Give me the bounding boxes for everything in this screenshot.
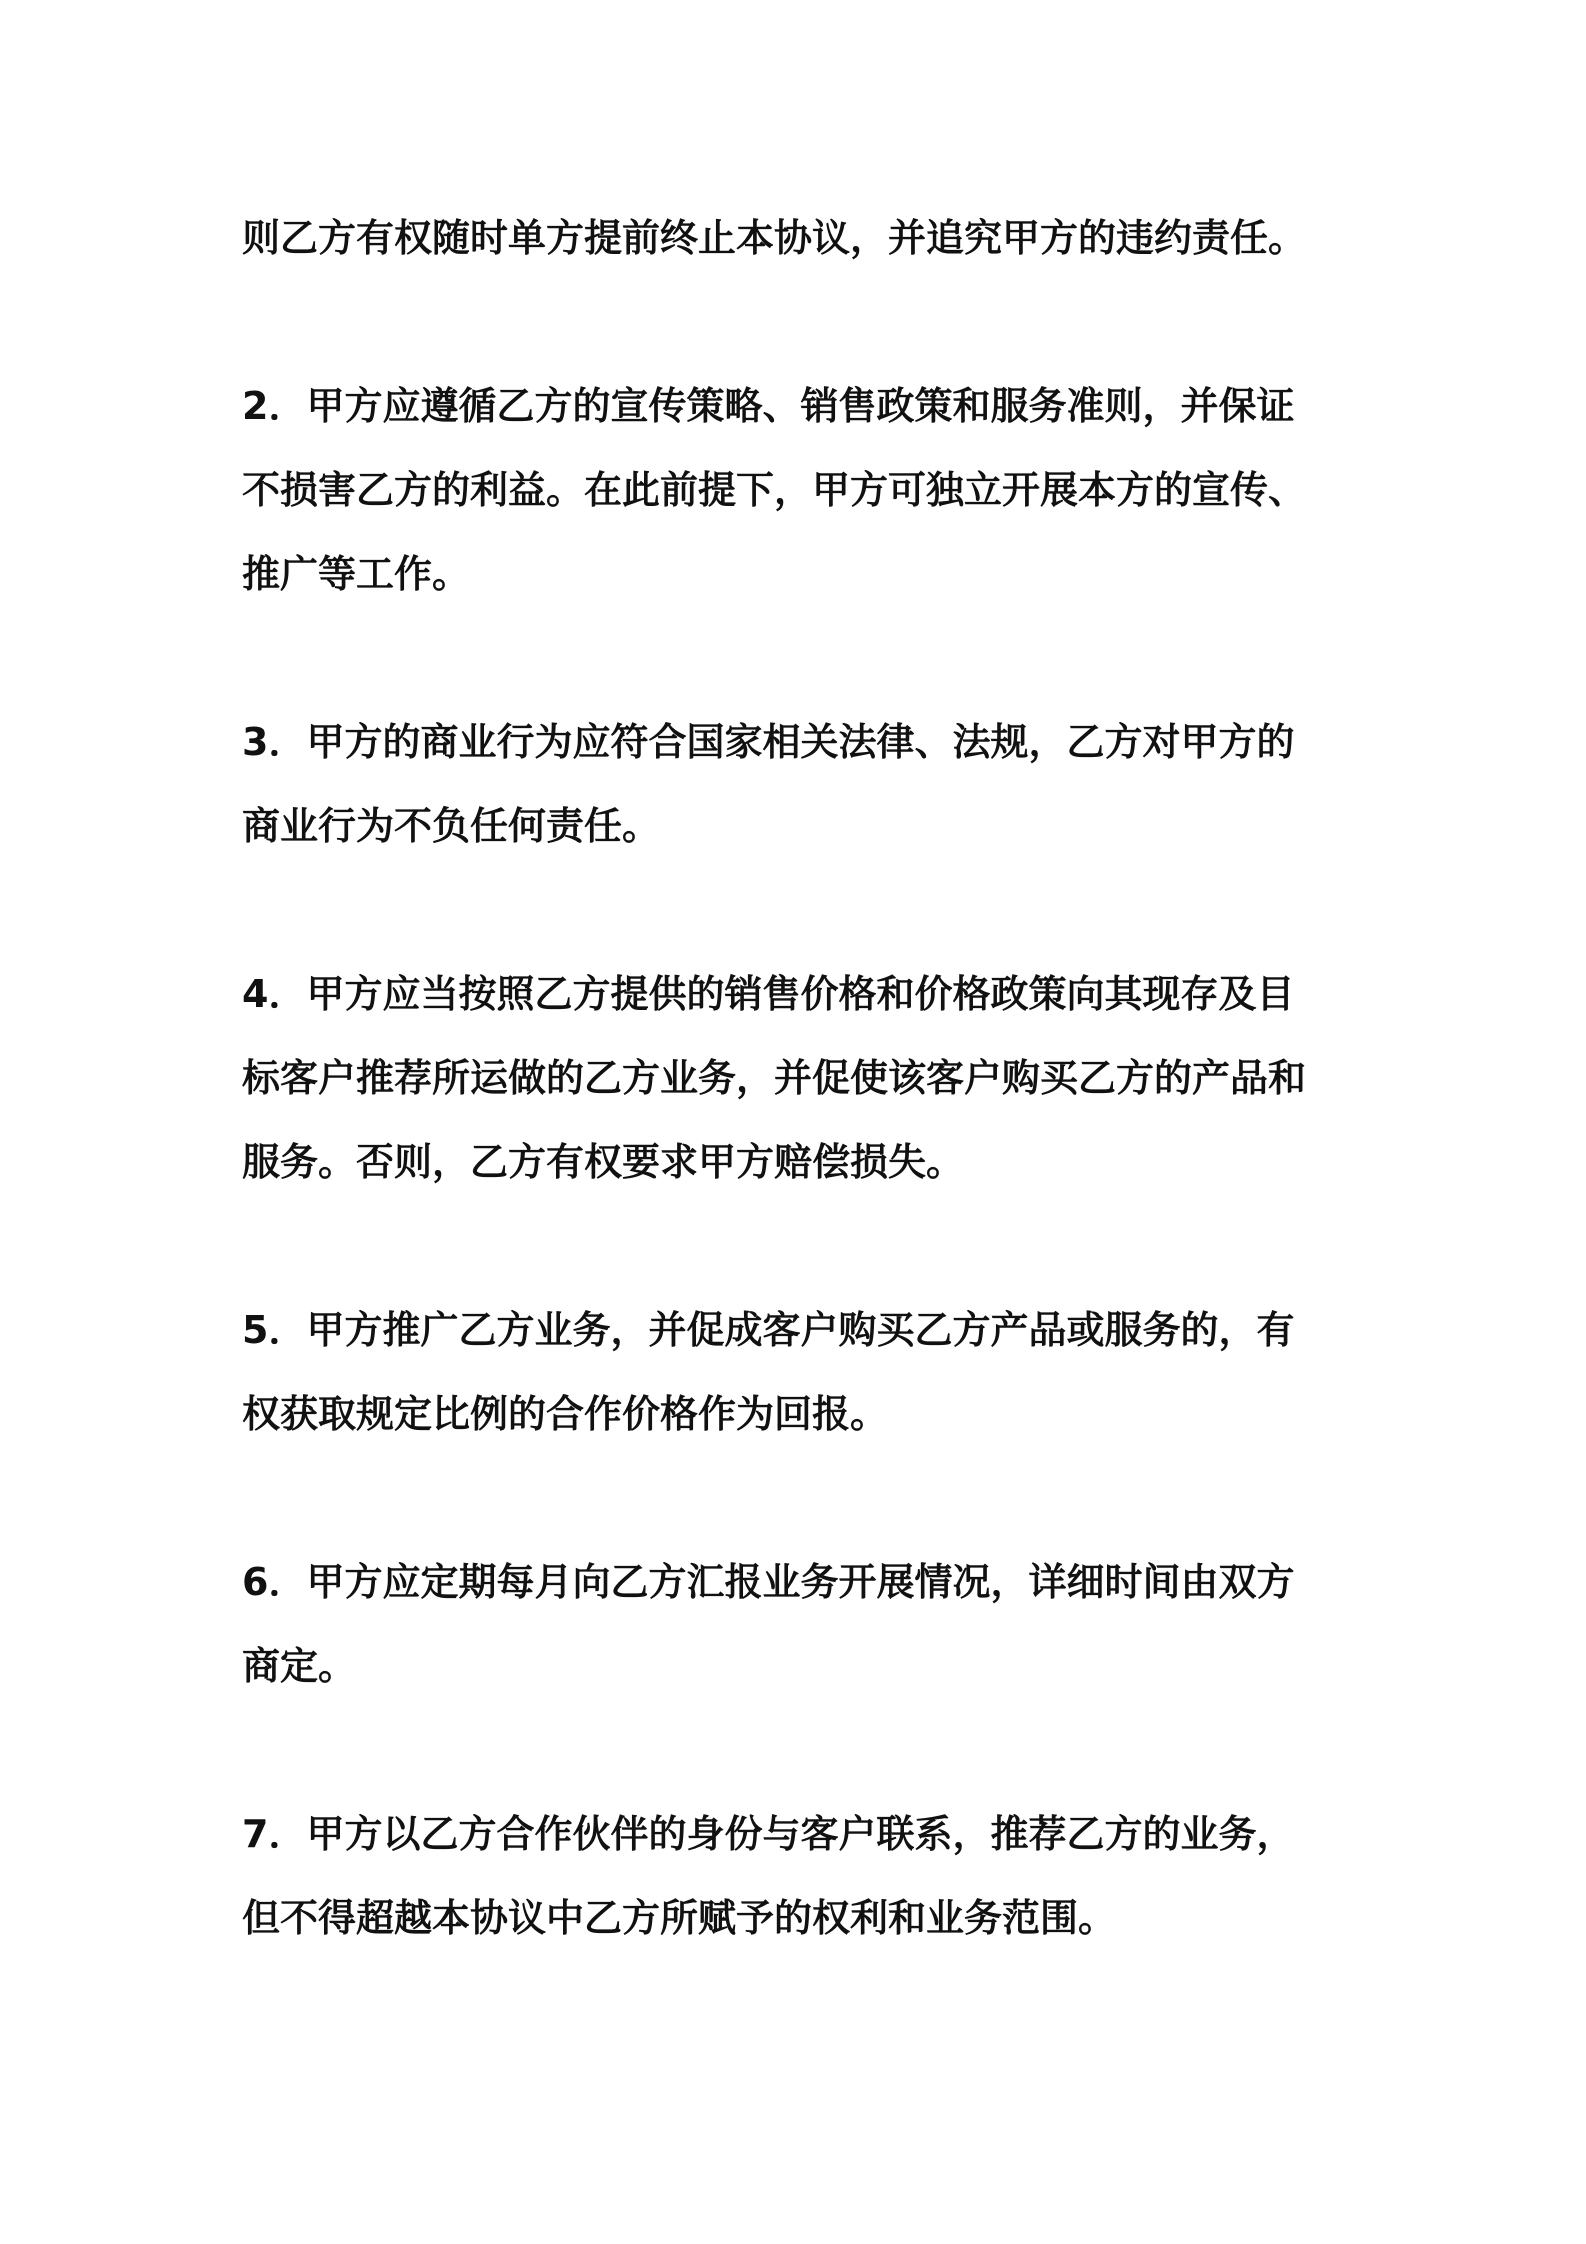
- paragraph-clause-3: [242, 700, 1362, 868]
- text-line: 4．甲方应当按照乙方提供的销售价格和价格政策向其现存及目: [242, 972, 1295, 1016]
- paragraph-continuation: [242, 196, 1362, 280]
- paragraph-clause-7: [242, 1792, 1362, 1960]
- text-line: 6．甲方应定期每月向乙方汇报业务开展情况，详细时间由双方: [242, 1560, 1295, 1604]
- text-line: 但不得超越本协议中乙方所赋予的权利和业务范围。: [242, 1896, 1117, 1940]
- text-line: 3．甲方的商业行为应符合国家相关法律、法规，乙方对甲方的: [242, 720, 1295, 764]
- text-line: 商定。: [242, 1644, 357, 1688]
- paragraph-clause-2: [242, 364, 1362, 616]
- paragraph-clause-4: [242, 952, 1362, 1204]
- text-line: 权获取规定比例的合作价格作为回报。: [242, 1392, 889, 1436]
- text-line: 商业行为不负任何责任。: [242, 804, 661, 848]
- text-line: 服务。否则，乙方有权要求甲方赔偿损失。: [242, 1140, 965, 1184]
- text-line: 7．甲方以乙方合作伙伴的身份与客户联系，推荐乙方的业务，: [242, 1812, 1295, 1856]
- paragraph-clause-5: [242, 1288, 1362, 1456]
- paragraph-clause-6: [242, 1540, 1362, 1708]
- text-line: 5．甲方推广乙方业务，并促成客户购买乙方产品或服务的，有: [242, 1308, 1295, 1352]
- text-line: 不损害乙方的利益。在此前提下，甲方可独立开展本方的宣传、: [242, 468, 1307, 512]
- text-line: 标客户推荐所运做的乙方业务，并促使该客户购买乙方的产品和: [242, 1056, 1307, 1100]
- text-line: 则乙方有权随时单方提前终止本协议，并追究甲方的违约责任。: [242, 216, 1307, 260]
- document-body: [242, 196, 1362, 2044]
- text-line: 推广等工作。: [242, 552, 471, 596]
- text-line: 2．甲方应遵循乙方的宣传策略、销售政策和服务准则，并保证: [242, 384, 1295, 428]
